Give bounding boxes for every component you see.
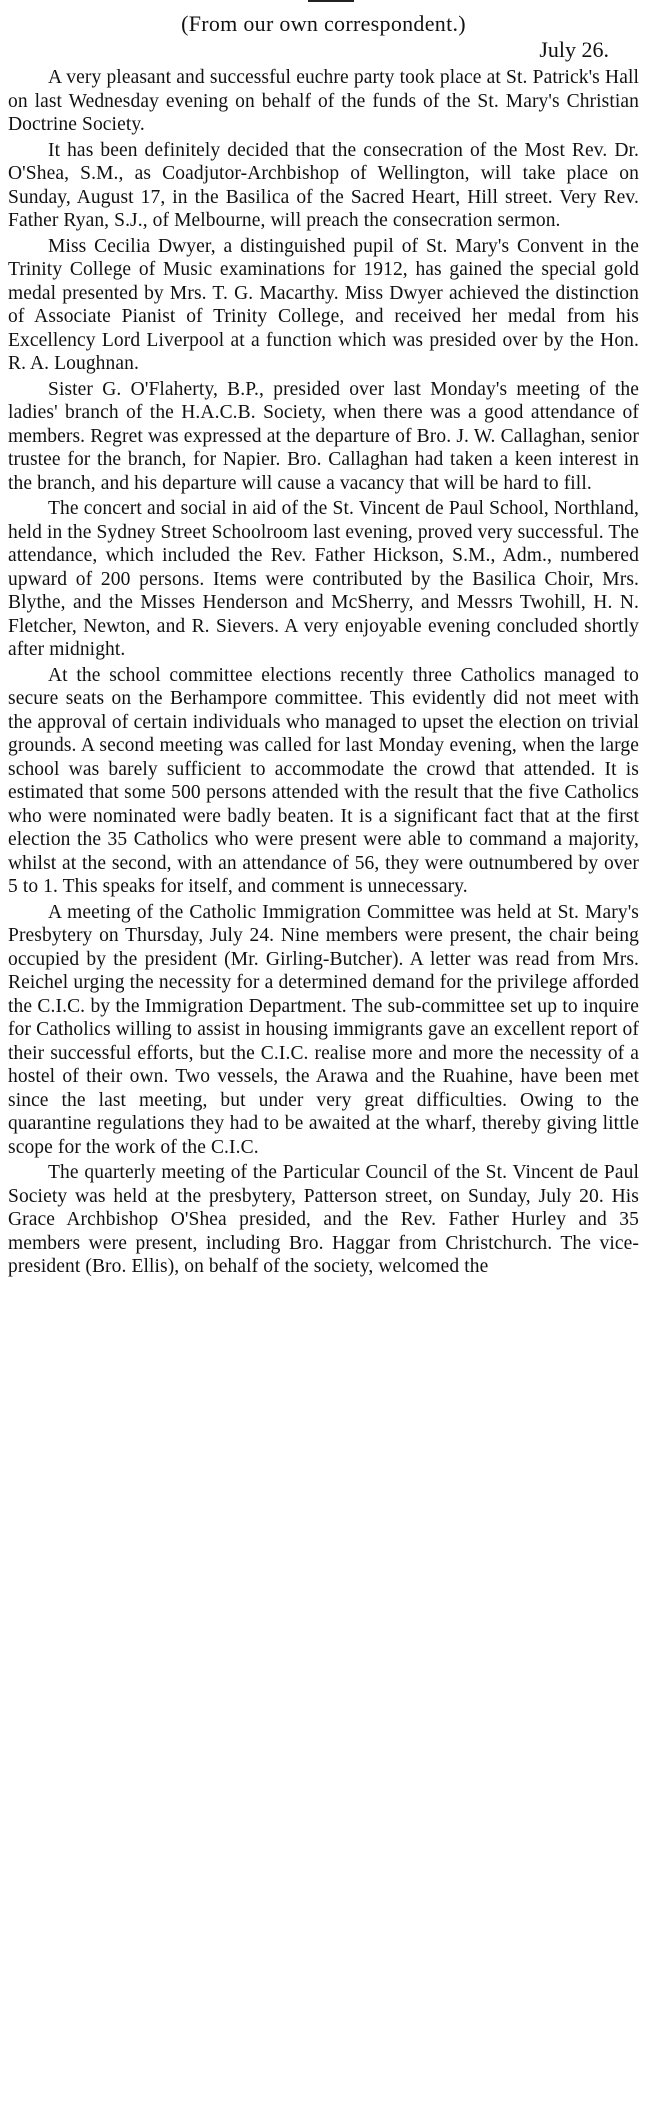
paragraph-music-medal: Miss Cecilia Dwyer, a distinguished pupil of St. Mary's Convent in the Trinity College of Music examinations for 1912, has gained the special gold medal presented by Mrs. T. G. Macarthy. Miss Dwyer achieved the distinction of Associate Pianist of Trinity College, and received her medal from his Excellency Lord Liverpool at a function which was presided over by the Hon. R. A. Loughnan.: [8, 235, 639, 374]
paragraph-immigration-committee: A meeting of the Catholic Immigration Committee was held at St. Mary's Presbytery on Thursday, July 24. Nine members were present, the chair being occupied by the president (Mr. Girling-Butcher). A letter was read from Mrs. Reichel urging the necessity for a determined demand for the privilege afforded the C.I.C. by the Immigration Department. The sub-committee set up to inquire for Catholics willing to assist in housing immigrants gave an excellent report of their successful efforts, but the C.I.C. realise more and more the necessity of a hostel of their own. Two vessels, the Arawa and the Ruahine, have been met since the last meeting, but under very great difficulties. Owing to the quarantine regulations they had to be awaited at the wharf, thereby giving little scope for the work of the C.I.C.: [8, 901, 639, 1158]
paragraph-euchre-party: A very pleasant and successful euchre party took place at St. Patrick's Hall on last Wednesday evening on behalf of the funds of the St. Mary's Christian Doctrine Society.: [8, 67, 639, 135]
paragraph-concert-social: The concert and social in aid of the St. Vincent de Paul School, Northland, held in the Sydney Street Schoolroom last evening, proved very successful. The attendance, which included the Rev. Father Hickson, S.M., Adm., numbered upward of 200 persons. Items were contributed by the Basilica Choir, Mrs. Blythe, and the Misses Henderson and McSherry, and Messrs Twohill, H. N. Fletcher, Newton, and R. Sievers. A very enjoyable evening concluded shortly after midnight.: [8, 498, 639, 660]
paragraph-hacb-meeting: Sister G. O'Flaherty, B.P., presided over last Monday's meeting of the ladies' branch of the H.A.C.B. Society, when there was a good attendance of members. Regret was expressed at the departure of Bro. J. W. Callaghan, senior trustee for the branch, for Napier. Bro. Callaghan had taken a keen interest in the branch, and his departure will cause a vacancy that will be hard to fill.: [8, 378, 639, 494]
paragraph-particular-council: The quarterly meeting of the Particular Council of the St. Vincent de Paul Society was held at the presbytery, Patterson street, on Sunday, July 20. His Grace Archbishop O'Shea presided, and the Rev. Father Hurley and 35 members were present, including Bro. Haggar from Christchurch. The vice-president (Bro. Ellis), on behalf of the society, welcomed the: [8, 1162, 639, 1277]
byline: (From our own correspondent.): [181, 11, 466, 36]
paragraph-school-elections: At the school committee elections recently three Catholics managed to secure seats on the Berhampore committee. This evidently did not meet with the approval of certain individuals who managed to upset the election on trivial grounds. A second meeting was called for last Monday evening, when the large school was barely sufficient to accommodate the crowd that attended. It is estimated that some 500 persons attended with the result that the five Catholics who were nominated were badly beaten. It is a significant fact that at the first election the 35 Catholics who were present were able to command a majority, whilst at the second, with an attendance of 56, they were outnumbered by over 5 to 1. This speaks for itself, and comment is unnecessary.: [8, 664, 639, 897]
header-rule: [308, 0, 354, 2]
paragraph-consecration: It has been definitely decided that the consecration of the Most Rev. Dr. O'Shea, S.M., as Coadjutor-Archbishop of Wellington, will take place on Sunday, August 17, in the Basilica of the Sacred Heart, Hill street. Very Rev. Father Ryan, S.J., of Melbourne, will preach the consecration sermon.: [8, 139, 639, 231]
dateline: July 26.: [539, 37, 609, 62]
